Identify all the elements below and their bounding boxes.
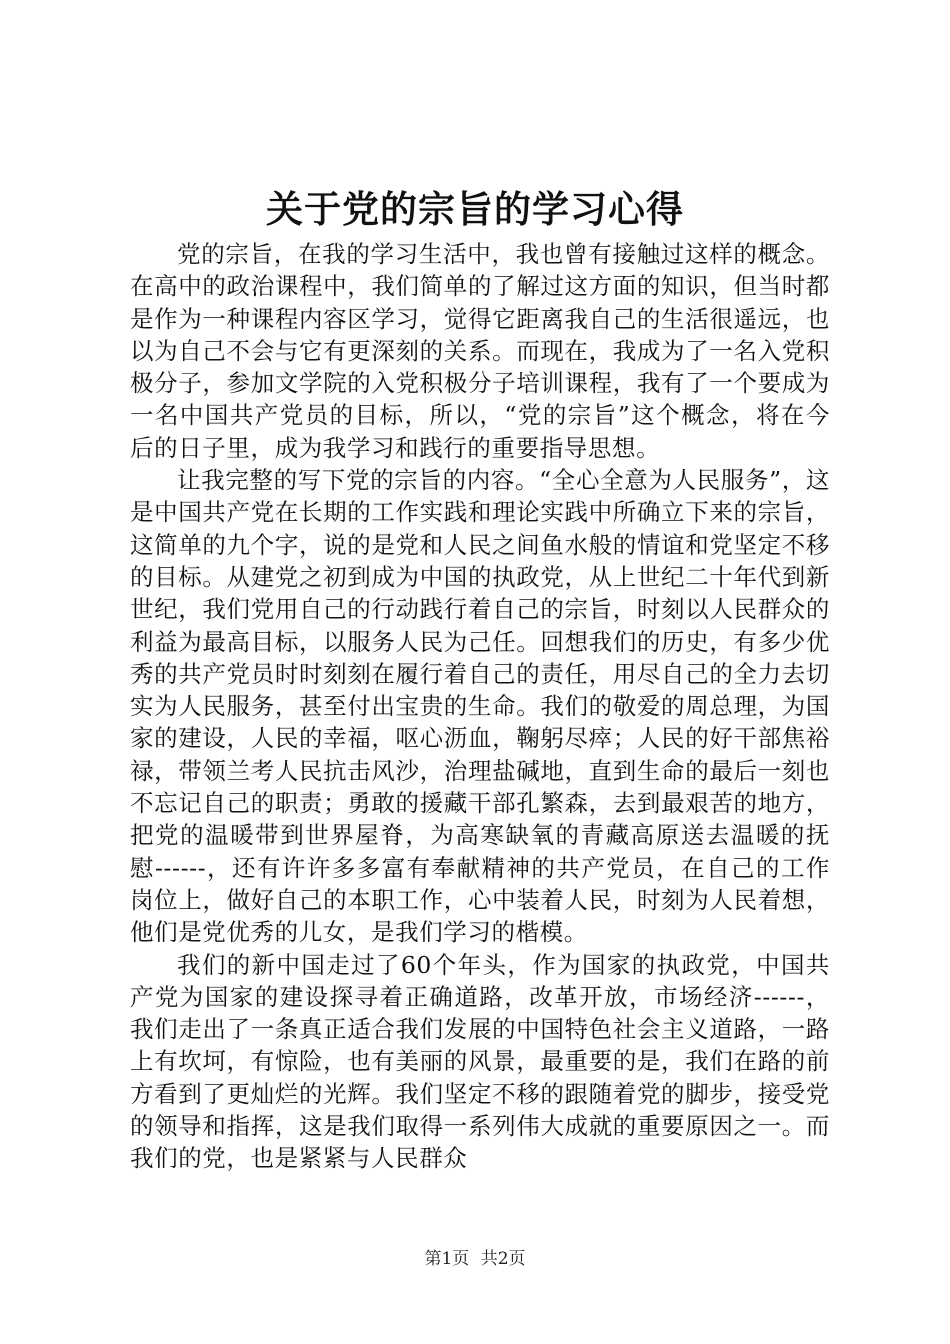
paragraph-1: 党的宗旨，在我的学习生活中，我也曾有接触过这样的概念。在高中的政治课程中，我们简单的了解过这方面的知识，但当时都是作为一种课程内容区学习，觉得它距离我自己的生活很遥远，也以为自己不会与它有更深刻的关系。而现在，我成为了一名入党积极分子，参加文学院的入党积极分子培训课程，我有了一个要成为一名中国共产党员的目标，所以，“党的宗旨”这个概念，将在今后的日子里，成为我学习和践行的重要指导思想。 [130,240,830,462]
page-footer [0,1247,950,1271]
document-title: 关于党的宗旨的学习心得 [266,187,684,231]
paragraph-2: 让我完整的写下党的宗旨的内容。“全心全意为人民服务”，这是中国共产党在长期的工作实践和理论实践中所确立下来的宗旨，这简单的九个字，说的是党和人民之间鱼水般的情谊和党坚定不移的目标。从建党之初到成为中国的执政党，从上世纪二十年代到新世纪，我们党用自己的行动践行着自己的宗旨，时刻以人民群众的利益为最高目标，以服务人民为己任。回想我们的历史，有多少优秀的共产党员时时刻刻在履行着自己的责任，用尽自己的全力去切实为人民服务，甚至付出宝贵的生命。我们的敬爱的周总理，为国家的建设，人民的幸福，呕心沥血，鞠躬尽瘁；人民的好干部焦裕禄，带领兰考人民抗击风沙，治理盐碱地，直到生命的最后一刻也不忘记自己的职责；勇敢的援藏干部孔繁森，去到最艰苦的地方，把党的温暖带到世界屋脊，为高寒缺氧的青藏高原送去温暖的抚慰------，还有许许多多富有奉献精神的共产党员，在自己的工作岗位上，做好自己的本职工作，心中装着人民，时刻为人民着想，他们是党优秀的儿女，是我们学习的楷模。 [130,466,830,947]
page-number: 第1页 [424,1249,470,1269]
page-total: 共2页 [480,1249,526,1269]
paragraph-3: 我们的新中国走过了60个年头，作为国家的执政党，中国共产党为国家的建设探寻着正确道路，改革开放，市场经济------，我们走出了一条真正适合我们发展的中国特色社会主义道路，一路上有坎坷，有惊险，也有美丽的风景，最重要的是，我们在路的前方看到了更灿烂的光辉。我们坚定不移的跟随着党的脚步，接受党的领导和指挥，这是我们取得一系列伟大成就的重要原因之一。而我们的党，也是紧紧与人民群众 [130,950,830,1173]
document-body [130,238,830,1175]
